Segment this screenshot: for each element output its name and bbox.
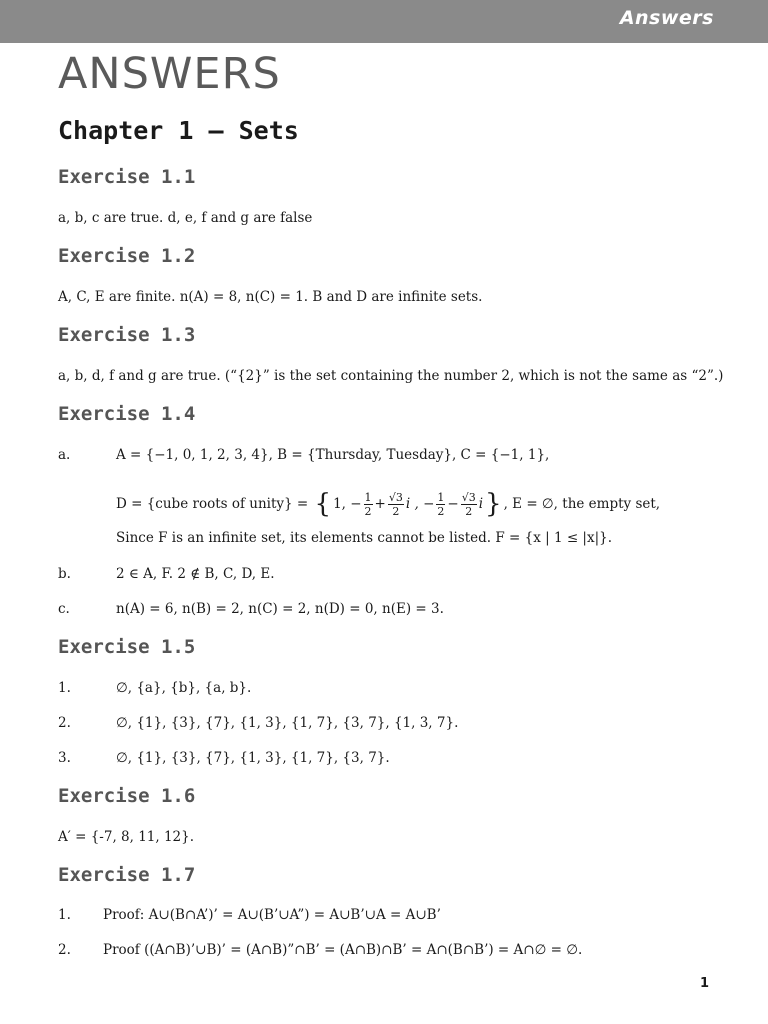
exercise-1-5-heading: Exercise 1.5 bbox=[58, 636, 196, 658]
list-item-label: 2. bbox=[58, 715, 71, 731]
list-item: Proof ((A∩B)’∪B)’ = (A∩B)”∩B’ = (A∩B)∩B’ = A∩(B∩B’) = A∩∅ = ∅. bbox=[103, 942, 583, 958]
math-one: 1, − bbox=[333, 496, 362, 512]
list-item-label: 2. bbox=[58, 942, 71, 958]
math-plus: + bbox=[374, 496, 386, 512]
exercise-1-6-answer: A′ = {-7, 8, 11, 12}. bbox=[58, 829, 195, 845]
math-suffix: , E = ∅, the empty set, bbox=[503, 496, 661, 512]
fraction-1 bbox=[364, 491, 373, 518]
list-item: ∅, {1}, {3}, {7}, {1, 3}, {1, 7}, {3, 7}, {1, 3, 7}. bbox=[116, 715, 459, 731]
fraction-2-num: √3 bbox=[388, 490, 403, 504]
list-item-label: 1. bbox=[58, 907, 71, 923]
running-title: Answers bbox=[619, 7, 714, 29]
math-i-2: i bbox=[478, 496, 484, 512]
list-item: Proof: A∪(B∩A’)’ = A∪(B’∪A”) = A∪B’∪A = A∪B’ bbox=[103, 907, 441, 923]
list-item-label: 1. bbox=[58, 680, 71, 696]
exercise-1-4-a-line1: A = {−1, 0, 1, 2, 3, 4}, B = {Thursday, Tuesday}, C = {−1, 1}, bbox=[116, 447, 550, 463]
exercise-1-4-heading: Exercise 1.4 bbox=[58, 403, 196, 425]
exercise-1-4-c-answer: n(A) = 6, n(B) = 2, n(C) = 2, n(D) = 0, n(E) = 3. bbox=[116, 601, 444, 617]
fraction-2 bbox=[388, 491, 404, 518]
open-brace: { bbox=[314, 489, 332, 519]
exercise-1-3-answer: a, b, d, f and g are true. (“{2}” is the set containing the number 2, which is not the same as “2”.) bbox=[58, 368, 724, 384]
item-label-b: b. bbox=[58, 566, 71, 582]
fraction-1-den: 2 bbox=[364, 504, 372, 518]
exercise-1-6-heading: Exercise 1.6 bbox=[58, 785, 196, 807]
item-label-a: a. bbox=[58, 447, 71, 463]
page-title: ANSWERS bbox=[58, 49, 281, 99]
list-item: ∅, {a}, {b}, {a, b}. bbox=[116, 680, 252, 696]
fraction-4 bbox=[461, 491, 477, 518]
exercise-1-4-a-line2 bbox=[116, 484, 660, 524]
fraction-2-den: 2 bbox=[392, 504, 400, 518]
math-prefix: D = {cube roots of unity} = bbox=[116, 496, 309, 512]
math-i-1: i , − bbox=[405, 496, 435, 512]
item-label-c: c. bbox=[58, 601, 70, 617]
exercise-1-1-heading: Exercise 1.1 bbox=[58, 166, 196, 188]
header-bar bbox=[0, 0, 768, 43]
fraction-3 bbox=[436, 491, 445, 518]
exercise-1-1-answer: a, b, c are true. d, e, f and g are false bbox=[58, 210, 313, 226]
chapter-title: Chapter 1 – Sets bbox=[58, 116, 299, 145]
list-item-label: 3. bbox=[58, 750, 71, 766]
exercise-1-4-a-line3: Since F is an infinite set, its elements cannot be listed. F = {x | 1 ≤ |x|}. bbox=[116, 530, 613, 546]
fraction-3-den: 2 bbox=[437, 504, 445, 518]
exercise-1-7-heading: Exercise 1.7 bbox=[58, 864, 196, 886]
exercise-1-3-heading: Exercise 1.3 bbox=[58, 324, 196, 346]
exercise-1-4-b-answer: 2 ∈ A, F. 2 ∉ B, C, D, E. bbox=[116, 566, 275, 582]
fraction-4-num: √3 bbox=[461, 490, 476, 504]
exercise-1-2-heading: Exercise 1.2 bbox=[58, 245, 196, 267]
fraction-1-num: 1 bbox=[364, 490, 372, 504]
close-brace: } bbox=[485, 489, 502, 519]
page-number: 1 bbox=[699, 976, 709, 991]
math-minus: − bbox=[447, 496, 459, 512]
exercise-1-2-answer: A, C, E are finite. n(A) = 8, n(C) = 1. B and D are infinite sets. bbox=[58, 289, 483, 305]
fraction-4-den: 2 bbox=[465, 504, 473, 518]
fraction-3-num: 1 bbox=[437, 490, 445, 504]
list-item: ∅, {1}, {3}, {7}, {1, 3}, {1, 7}, {3, 7}. bbox=[116, 750, 390, 766]
